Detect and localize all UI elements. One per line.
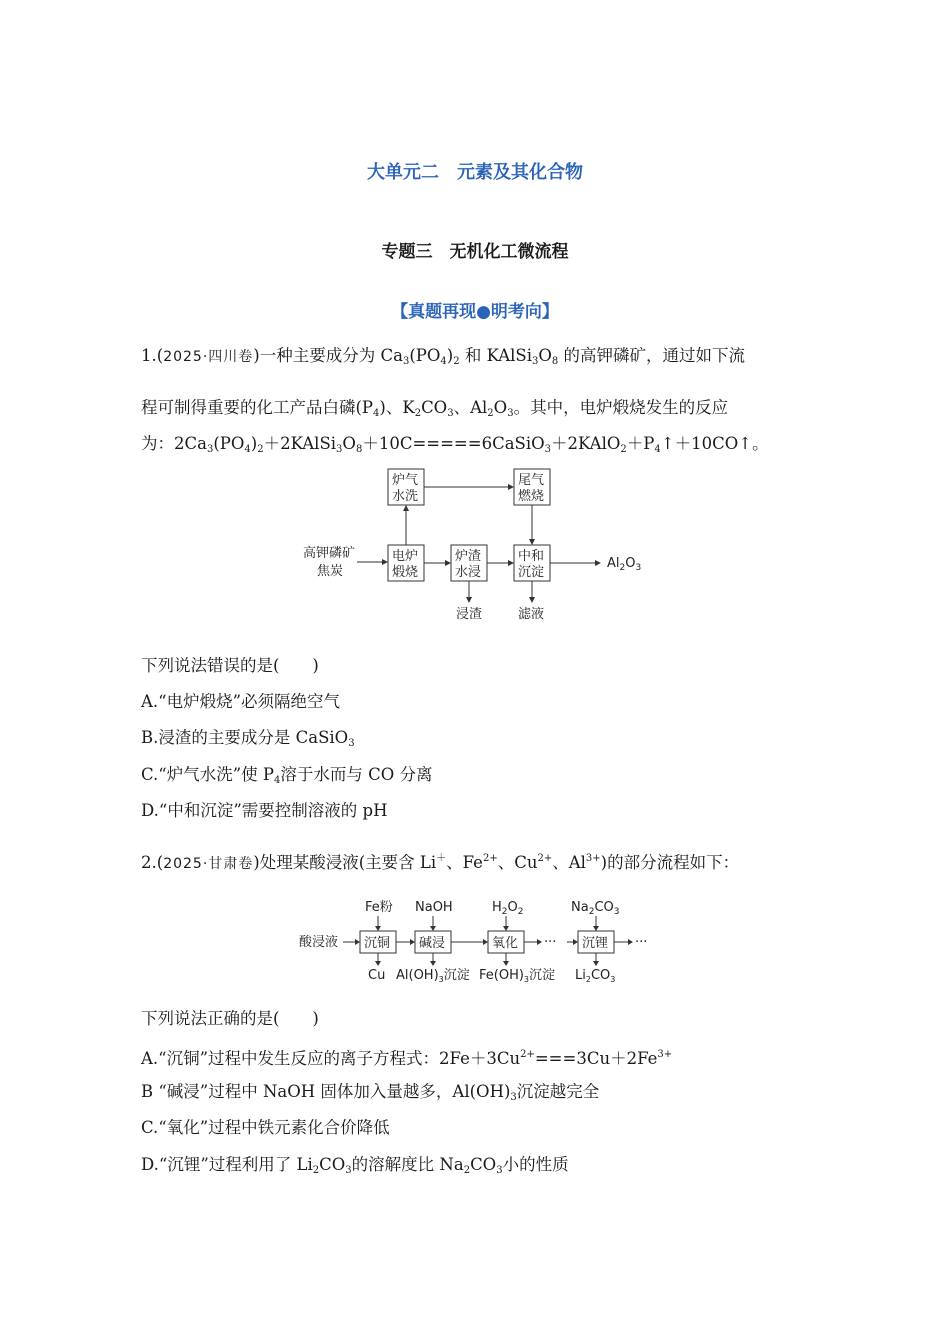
q1-option-d[interactable]: D.“中和沉淀”需要控制溶液的 pH [141, 801, 388, 820]
q1-box-leach-l2: 水浸 [455, 565, 482, 580]
q1-flow-diagram [295, 465, 665, 625]
q1-intro-line1: 1.(2025·四川卷)一种主要成分为 $Ca_3(PO_4)_2$ 和 $KAlSi_3O_8$ 的高钾磷矿，通过如下流 [141, 346, 746, 367]
q2-feed: 酸浸液 [299, 935, 339, 950]
q1-box-neutral-l1: 中和 [518, 549, 545, 564]
q1-box-furnace-l1: 电炉 [392, 549, 419, 564]
q1-option-a[interactable]: A.“电炉煅烧”必须隔绝空气 [141, 692, 341, 711]
q1-box-leach-l1: 炉渣 [455, 549, 482, 564]
section-title: 【真题再现●明考向】 [391, 302, 559, 322]
q1-equation-line: 为：$2Ca_3(PO_4)_2+2KAlSi_3O_8+10C=====6CaSiO_3+2KAlO_2+P_4↑+10CO↑$。 [141, 434, 769, 455]
q1-box-tailgas-l2: 燃烧 [518, 489, 545, 504]
q2-ellipsis-1: ··· [544, 935, 557, 950]
q2-flow-diagram [295, 893, 665, 988]
q2-source: 2025·甘肃卷 [163, 856, 254, 872]
q1-out-residue: 浸渣 [456, 607, 483, 622]
q1-stem: 下列说法错误的是( ) [141, 656, 319, 675]
q1-box-furnace-l2: 煅烧 [392, 565, 419, 580]
q2-intro: 2.(2025·甘肃卷)处理某酸浸液(主要含 Li＋、$Fe^{2+}$、$Cu^{2+}$、$Al^{3+}$)的部分流程如下： [141, 853, 740, 872]
q2-option-d[interactable]: D.“沉锂”过程利用了 $Li_2CO_3$的溶解度比 $Na_2CO_3$小的性质 [141, 1155, 569, 1176]
q1-input-coke: 焦炭 [317, 564, 344, 579]
q2-out-aloh3: $Al(OH)_3$沉淀 [396, 968, 470, 984]
q2-reagent-h2o2: $H_2O_2$ [492, 900, 524, 917]
unit-title: 大单元二 元素及其化合物 [367, 162, 583, 183]
q2-out-feoh3: $Fe(OH)_3$沉淀 [479, 968, 556, 984]
q1-box-gaswash-l1: 炉气 [392, 473, 419, 488]
q2-out-li2co3: $Li_2CO_3$ [575, 968, 616, 984]
q2-option-a[interactable]: A.“沉铜”过程中发生反应的离子方程式：$2Fe+3Cu^{2+}===3Cu+2Fe^{3+}$ [141, 1049, 673, 1068]
q2-reagent-na2co3: $Na_2CO_3$ [571, 900, 620, 917]
q1-option-b[interactable]: B.浸渣的主要成分是 CaSiO$_3$ [141, 728, 355, 749]
q1-source: 2025·四川卷 [163, 349, 254, 365]
q1-box-tailgas-l1: 尾气 [518, 473, 545, 488]
q2-box-lithium-label: 沉锂 [582, 936, 609, 951]
q2-option-c[interactable]: C.“氧化”过程中铁元素化合价降低 [141, 1118, 390, 1137]
q2-box-copper-label: 沉铜 [364, 936, 391, 951]
q2-ellipsis-2: ··· [635, 935, 648, 950]
q1-box-neutral-l2: 沉淀 [518, 565, 545, 580]
q1-option-c[interactable]: C.“炉气水洗”使 $P_4$溶于水而与 CO 分离 [141, 765, 433, 786]
q1-out-filtrate: 滤液 [518, 607, 545, 622]
q2-box-alkali-label: 碱浸 [419, 936, 446, 951]
q1-product: $Al_2O_3$ [607, 556, 642, 573]
q1-box-gaswash-l2: 水洗 [392, 489, 419, 504]
q2-reagent-naoh: NaOH [415, 900, 453, 915]
q1-input-ore: 高钾磷矿 [303, 546, 356, 561]
q2-reagent-fe: Fe粉 [365, 900, 393, 915]
q1-intro-line2: 程可制得重要的化工产品白磷$(P_4)$、$K_2CO_3$、$Al_2O_3$。其中，电炉煅烧发生的反应 [141, 398, 729, 419]
topic-title: 专题三 无机化工微流程 [381, 242, 569, 262]
q2-stem: 下列说法正确的是( ) [141, 1009, 319, 1028]
q2-box-oxidize-label: 氧化 [492, 936, 519, 951]
q2-option-b[interactable]: B “碱浸”过程中 NaOH 固体加入量越多，$Al(OH)_3$沉淀越完全 [141, 1082, 600, 1103]
q2-out-cu: Cu [368, 968, 386, 983]
